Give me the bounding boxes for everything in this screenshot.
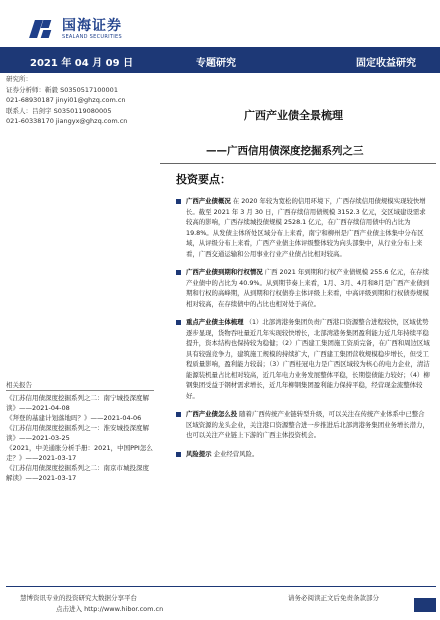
brand-logo xyxy=(30,18,122,40)
section-lead: 广西产业债到期和行权情况 xyxy=(186,268,263,276)
section-lead: 风险提示 xyxy=(186,449,212,458)
related-reports-header: 相关报告 xyxy=(6,380,154,391)
section-text: 企业经营风险。 xyxy=(213,449,259,458)
footer-link[interactable]: 点击进入 http://www.hibor.com.cn xyxy=(56,605,164,613)
section xyxy=(176,449,430,460)
logo-mark-icon xyxy=(30,18,56,40)
bullet-square-icon xyxy=(176,412,181,417)
analyst-value: 吕剑宇 S0350119080005 xyxy=(32,106,112,115)
footer-source: 慧博资讯专业的投资研究大数据分享平台 xyxy=(20,594,137,602)
brand-name-en: SEALAND SECURITIES xyxy=(62,33,122,40)
analyst-value: 靳毅 S0350517100001 xyxy=(45,85,118,94)
header-bar xyxy=(0,47,440,73)
analyst-contact: 021-68930187 jinyi01@ghzq.com.cn xyxy=(6,96,126,104)
analyst-label: 证券分析师： xyxy=(6,85,45,94)
bullet-square-icon xyxy=(176,270,181,275)
bullet-square-icon xyxy=(176,452,181,457)
section-text: （1）北部湾港务集团负责广西港口资源整合进程较快，区域优势逐步显现，货物吞吐量近几年实现较快增长，北部湾港务集团盈利能力近几年持续平稳提升，资本结构也保持较为稳健；（2）广西建工集团施工资质完备，在广西和周边区域具有较强竞争力，建筑施工规模的持续扩大，广西建工集团营收规模稳步增长，但受工程质量影响，盈利能力较弱；（3）广西桂冠电力是广西区域较为核心的电力企业，清洁能源装机量占比相对较高，近几年电力业务发展整体平稳，长期偿债能力较好；（4）柳钢集团受益于钢材需求增长，近几年柳钢集团盈利能力保持平稳，经营现金流整体较好。 xyxy=(186,318,430,400)
report-title: 广西产业债全景梳理 xyxy=(244,109,343,122)
section-text: 随着广西传统产业链转型升级，可以关注在传统产业体系中已整合区域资源的龙头企业，关注港口资源整合进一步推进后北部湾港务集团业务增长潜力，也可以关注产业链上下游的广西主体投资机会。 xyxy=(186,410,429,439)
analyst-label: 研究所： xyxy=(6,75,32,83)
section xyxy=(176,317,430,401)
bullet-square-icon xyxy=(176,320,181,325)
section-lead: 重点产业债主体梳理 xyxy=(186,318,244,326)
analyst-info xyxy=(6,74,156,127)
related-report-link[interactable]: 《江苏信用债深度挖掘系列之二：南宁城投深度解读》——2021-04-08 xyxy=(6,394,149,412)
related-report-link[interactable]: 《江苏信用债深度挖掘系列之一：淮安城投深度解读》——2021-03-25 xyxy=(6,424,149,442)
footer-divider xyxy=(6,586,436,587)
related-report-link[interactable]: 《2021，中美通胀分析手册：2021，中国PPI怎么走？》——2021-03-17 xyxy=(6,444,153,462)
section-text: 在 2020 年较为宽松的信用环境下，广西存续信用债规模实现较快增长。截至 2021 年 3 月 30 日，广西存续信用债规模 3152.3 亿元，交区域建设需求较高的影响，广西存续城投债规模 2528.1 亿元，在广西存续信用债中的占比为 19.8%。从发债主体所处区域分布上来看，南宁和柳州是广西产业债主体集中分布区域，从评级分布上来看，广西产业债主体评级整体较为向头部集中，从行业分布上来看，广西交通运输和公用事业行业产业债占比相对较高。 xyxy=(186,197,426,258)
report-type: 固定收益研究 xyxy=(356,58,416,69)
analyst-contact: 021-60338170 jiangyx@ghzq.com.cn xyxy=(6,117,128,125)
analyst-label: 联系人： xyxy=(6,106,32,115)
page-marker xyxy=(414,598,436,612)
section xyxy=(176,409,430,441)
report-date: 2021 年 04 月 09 日 xyxy=(30,58,134,69)
section xyxy=(176,267,430,309)
report-category: 专题研究 xyxy=(196,58,236,69)
report-subtitle: ——广西信用债深度挖掘系列之三 xyxy=(206,145,364,157)
related-report-link[interactable]: 《江苏信用债深度挖掘系列之二：南京市城投深度解读》——2021-03-17 xyxy=(6,464,149,482)
investment-points-heading: 投资要点： xyxy=(176,173,231,186)
related-reports xyxy=(6,380,154,483)
section xyxy=(176,196,430,259)
related-report-link[interactable]: 《拜登的基建计划落地吗？》——2021-04-06 xyxy=(6,414,142,422)
footer-disclaimer: 请务必阅读正文后免责条款部分 xyxy=(288,594,379,602)
title-divider xyxy=(160,163,436,164)
section-lead: 广西产业债概况 xyxy=(186,197,231,205)
brand-name: 国海证券 xyxy=(62,17,122,34)
section-text: 广西 2021 年到期和行权产业债规模 255.6 亿元，在存续产业债中的占比为 40.9%。从到期节奏上来看，1月、3月、4月和8月是广西产业债到期和行权的高峰期，从到期和行权债券主体评级上来看，中高评级到期和行权债券规模相对较高，在存续债中的占比也相对处于高位。 xyxy=(186,268,430,308)
report-body xyxy=(176,196,430,459)
bullet-square-icon xyxy=(176,199,181,204)
section-lead: 广西产业债怎么投 xyxy=(186,410,238,418)
